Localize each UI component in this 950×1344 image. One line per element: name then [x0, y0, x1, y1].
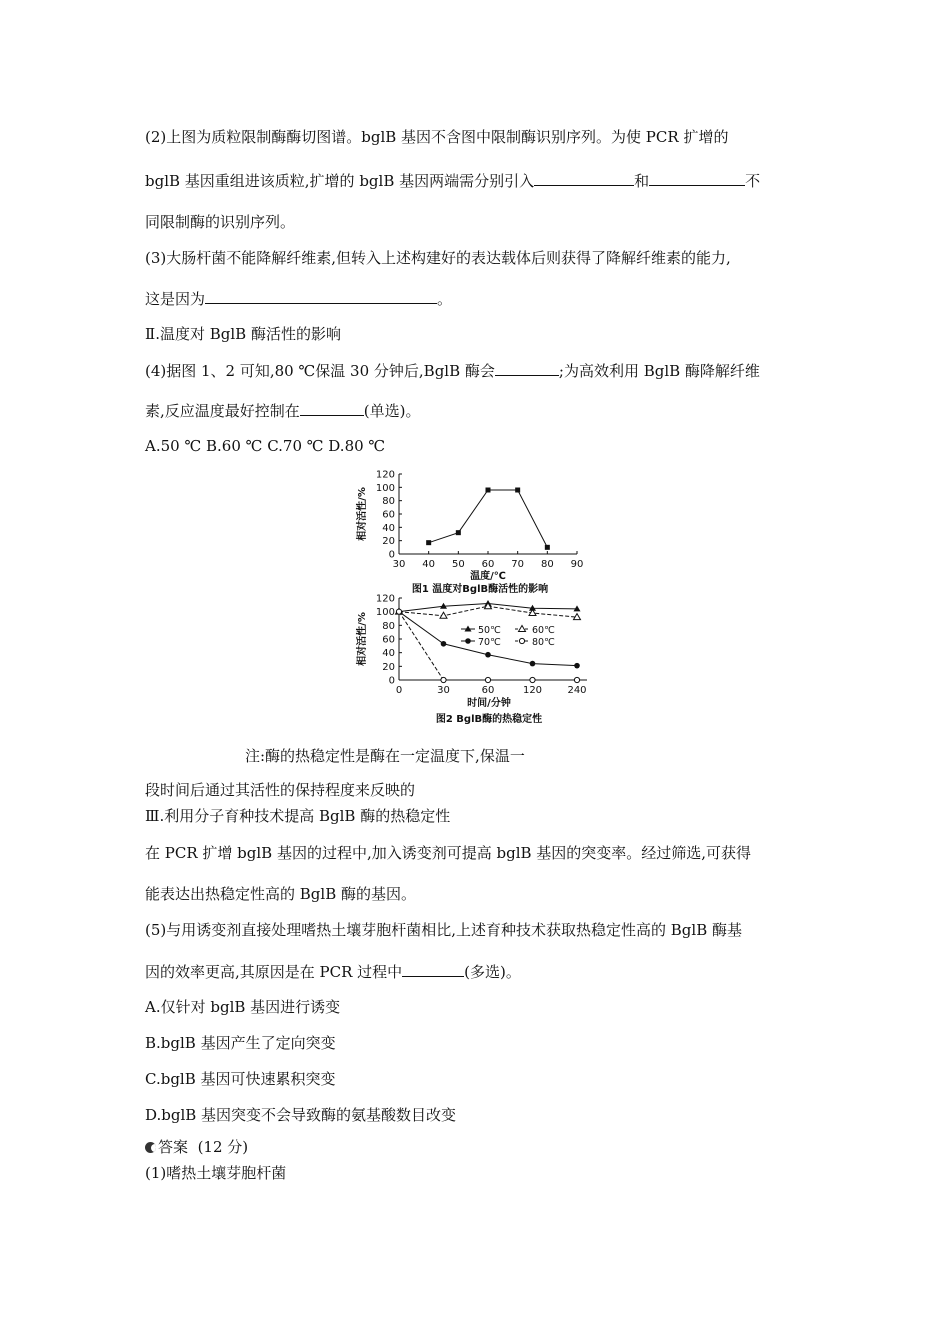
data-point: [515, 488, 520, 493]
x-tick-label: 30: [392, 559, 406, 570]
legend-marker: [519, 626, 526, 632]
x-tick-label: 50: [451, 559, 465, 570]
x-tick-label: 30: [437, 685, 450, 696]
q5-option-a: A.仅针对 bglB 基因进行诱变: [145, 998, 341, 1016]
legend-label: 60℃: [532, 625, 555, 636]
y-tick-label: 20: [382, 661, 395, 673]
data-point: [530, 677, 535, 682]
para3-line1: 在 PCR 扩增 bglB 基因的过程中,加入诱变剂可提高 bglB 基因的突变率。经过筛选,可获得: [145, 844, 752, 862]
q3-line2-text: 这是因为: [145, 290, 206, 308]
x-tick-label: 240: [567, 685, 587, 696]
y-tick-label: 80: [382, 620, 395, 632]
legend-label: 50℃: [478, 625, 501, 636]
x-axis-label: 时间/分钟: [467, 698, 511, 709]
answer-label: 答案: [158, 1138, 189, 1156]
data-point: [396, 609, 401, 614]
y-tick-label: 100: [375, 607, 395, 619]
x-axis-label: 温度/℃: [470, 571, 506, 582]
data-point: [426, 540, 431, 545]
data-point: [441, 641, 447, 647]
note-line1: 注:酶的热稳定性是酶在一定温度下,保温一: [245, 747, 525, 765]
x-tick-label: 60: [481, 559, 495, 570]
y-tick-label: 80: [382, 496, 395, 508]
chart-title: 图1 温度对BglB酶活性的影响: [411, 584, 549, 595]
q2-line3: 同限制酶的识别序列。: [145, 213, 296, 231]
y-tick-label: 120: [375, 469, 395, 481]
q2-line2-end: 不: [745, 172, 761, 190]
q4-line1-end: ;为高效利用 BglB 酶降解纤维: [558, 362, 760, 380]
y-tick-label: 40: [382, 648, 395, 660]
figure-2-chart: [355, 590, 605, 730]
x-tick-label: 90: [570, 559, 584, 570]
y-tick-label: 60: [382, 509, 395, 521]
legend-marker: [519, 638, 524, 643]
data-point: [545, 545, 550, 550]
legend-marker: [465, 638, 471, 644]
data-point: [485, 652, 491, 658]
data-point: [485, 677, 490, 682]
y-tick-label: 20: [382, 536, 395, 548]
section-3-heading: Ⅲ.利用分子育种技术提高 BglB 酶的热稳定性: [145, 807, 451, 825]
y-tick-label: 0: [388, 675, 395, 687]
data-point: [486, 488, 491, 493]
q4-line2-end: (单选)。: [363, 402, 421, 420]
q5-line2-text: 因的效率更高,其原因是在 PCR 过程中: [145, 963, 403, 981]
y-tick-label: 0: [388, 549, 395, 561]
q3-line1: (3)大肠杆菌不能降解纤维素,但转入上述构建好的表达载体后则获得了降解纤维素的能力,: [145, 249, 731, 267]
x-tick-label: 80: [540, 559, 554, 570]
answer-blank: [402, 961, 464, 977]
legend-label: 80℃: [532, 637, 555, 648]
q4-line2-text: 素,反应温度最好控制在: [145, 402, 300, 420]
x-tick-label: 120: [522, 685, 543, 696]
q4-line1-text: (4)据图 1、2 可知,80 ℃保温 30 分钟后,BglB 酶会: [145, 362, 495, 380]
x-tick-label: 70: [511, 559, 525, 570]
q5-line2: [145, 961, 521, 982]
q3-line2-end: 。: [437, 290, 453, 308]
series-line: [429, 490, 548, 547]
section-2-heading: Ⅱ.温度对 BglB 酶活性的影响: [145, 325, 341, 343]
y-axis-label: 相对活性/%: [357, 612, 368, 666]
x-tick-label: 40: [422, 559, 436, 570]
data-point: [530, 661, 536, 667]
q3-line2: [145, 288, 452, 309]
legend-label: 70℃: [478, 637, 501, 648]
q2-line1: (2)上图为质粒限制酶酶切图谱。bglB 基因不含图中限制酶识别序列。为使 PCR 扩增的: [145, 128, 729, 146]
y-tick-label: 40: [382, 522, 395, 534]
answer-1: (1)嗜热土壤芽胞杆菌: [145, 1164, 287, 1182]
q5-option-c: C.bglB 基因可快速累积突变: [145, 1070, 336, 1088]
q2-line2-text: bglB 基因重组进该质粒,扩增的 bglB 基因两端需分别引入: [145, 172, 535, 190]
q2-line2: [145, 170, 760, 191]
answer-blank: [649, 170, 745, 186]
para3-line2: 能表达出热稳定性高的 BglB 酶的基因。: [145, 885, 416, 903]
q5-option-b: B.bglB 基因产生了定向突变: [145, 1034, 336, 1052]
q5-line2-end: (多选)。: [464, 963, 521, 981]
y-tick-label: 100: [375, 482, 395, 494]
figure-1-chart: [355, 462, 605, 595]
q4-options: A.50 ℃ B.60 ℃ C.70 ℃ D.80 ℃: [145, 437, 386, 455]
q4-line2: [145, 400, 421, 421]
q4-line1: [145, 360, 760, 381]
answer-blank: [300, 400, 364, 416]
answer-header: [145, 1137, 248, 1157]
y-tick-label: 120: [375, 593, 395, 605]
q5-line1: (5)与用诱变剂直接处理嗜热土壤芽胞杆菌相比,上述育种技术获取热稳定性高的 BglB 酶基: [145, 921, 743, 939]
chart-title: 图2 BglB酶的热稳定性: [435, 714, 543, 725]
q2-line2-and: 和: [634, 172, 650, 190]
answer-blank: [534, 170, 634, 186]
data-point: [456, 530, 461, 535]
x-tick-label: 0: [395, 685, 403, 696]
q5-option-d: D.bglB 基因突变不会导致酶的氨基酸数目改变: [145, 1106, 457, 1124]
answer-blank: [205, 288, 437, 304]
x-tick-label: 60: [481, 685, 495, 696]
answer-icon: [145, 1142, 156, 1153]
y-axis-label: 相对活性/%: [357, 487, 368, 541]
data-point: [574, 677, 579, 682]
answer-blank: [495, 360, 559, 376]
answer-score: (12 分): [197, 1138, 249, 1156]
data-point: [441, 677, 446, 682]
y-tick-label: 60: [382, 634, 395, 646]
data-point: [574, 663, 580, 669]
note-line2: 段时间后通过其活性的保持程度来反映的: [145, 781, 416, 799]
